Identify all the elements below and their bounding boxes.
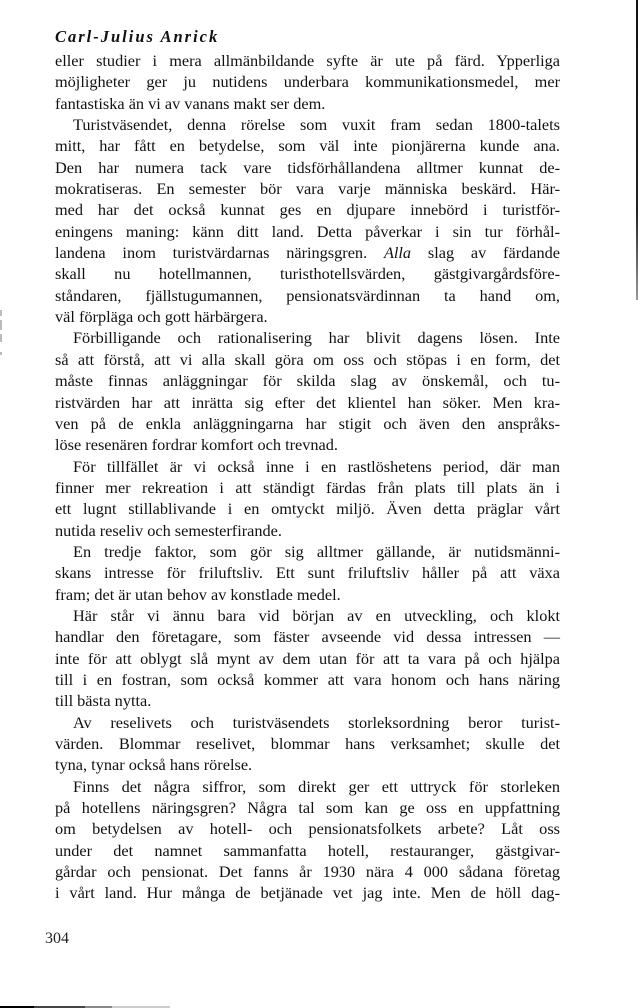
- text-line: En tredje faktor, som gör sig alltmer gällande, är nutidsmänni-: [73, 541, 560, 561]
- text-line: ett lugnt stillablivande i en omtyckt miljö. Även detta präglar vårt: [55, 499, 560, 519]
- text-line: mokratiseras. En semester bör vara varje människa beskärd. Här-: [55, 179, 560, 199]
- body-text: [55, 50, 560, 904]
- text-line: skans intresse för friluftsliv. Ett sunt friluftsliv håller på att växa: [55, 563, 560, 583]
- text-line: eningens maning: känn ditt land. Detta påverkar i sin tur förhål-: [55, 221, 560, 241]
- text-line: fram; det är utan behov av konstlade medel.: [55, 584, 341, 604]
- text-line: om betydelsen av hotell- och pensionatsfolkets arbete? Låt oss: [55, 819, 560, 839]
- text-line: fantastiska än vi av vanans makt ser dem.: [55, 93, 326, 113]
- text-line: på hotellens näringsgren? Några tal som kan ge oss en uppfattning: [55, 798, 560, 818]
- emphasized-word: Alla: [383, 243, 412, 263]
- text-line: Den har numera tack vare tidsförhållandena alltmer kunnat de-: [55, 157, 560, 177]
- text-line: [55, 242, 560, 263]
- text-line: ståndaren, fjällstugumannen, pensionatsvärdinnan ta hand om,: [55, 285, 560, 305]
- text-line: i vårt land. Hur många de betjänade vet jag inte. Men de höll dag-: [55, 883, 560, 903]
- text-line: möjligheter ger ju nutidens underbara kommunikationsmedel, mer: [55, 72, 560, 92]
- text-line: Finns det några siffror, som direkt ger ett uttryck för storleken: [73, 776, 560, 796]
- text-line: gårdar och pensionat. Det fanns år 1930 nära 4 000 sådana företag: [55, 862, 560, 882]
- text-line: handlar den företagare, som fäster avseende vid dessa intressen —: [55, 627, 560, 647]
- text-line: till i en fostran, som också kommer att vara honom och hans näring: [55, 669, 560, 689]
- text-line: mitt, har fått en betydelse, som väl inte pionjärerna kunde ana.: [55, 136, 560, 156]
- text-line: inte för att oblygt slå mynt av dem utan för att ta vara på och hjälpa: [55, 648, 560, 668]
- text-line: ristvärden har att inrätta sig efter det klientel han söker. Men kra-: [55, 392, 560, 412]
- text-line: nutida reseliv och semesterfirande.: [55, 520, 282, 540]
- text-line: så att förstå, att vi alla skall göra om oss och stöpas i en form, det: [55, 349, 560, 369]
- text-line: skall nu hotellmannen, turisthotellsvärden, gästgivargårdsföre-: [55, 264, 560, 284]
- text-segment: slag av färdande: [411, 243, 560, 263]
- text-line: eller studier i mera allmänbildande syfte är ute på färd. Ypperliga: [55, 51, 560, 70]
- running-head-author: Carl-Julius Anrick: [55, 27, 220, 46]
- text-line: För tillfället är vi också inne i en rastlöshetens period, där man: [73, 456, 560, 476]
- text-line: väl förpläga och gott härbärgera.: [55, 307, 268, 327]
- text-line: med har det också kunnat ges en djupare innebörd i turistför-: [55, 200, 560, 220]
- text-line: värden. Blommar reselivet, blommar hans verksamhet; skulle det: [55, 734, 560, 753]
- page-number: 304: [45, 930, 69, 947]
- text-line: till bästa nytta.: [55, 691, 152, 711]
- text-line: tyna, tynar också hans rörelse.: [55, 755, 253, 775]
- text-line: Turistväsendet, denna rörelse som vuxit fram sedan 1800-talets: [73, 115, 560, 135]
- page-edge-shadow: [636, 0, 638, 300]
- text-line: måste finnas anläggningar för skilda slag av önskemål, och tu-: [55, 371, 560, 391]
- text-line: under det namnet sammanfatta hotell, restauranger, gästgivar-: [55, 840, 560, 860]
- scan-artifact-marks: [0, 310, 2, 380]
- text-line: löse resenären fordrar komfort och trevnad.: [55, 435, 338, 455]
- text-line: Av reselivets och turistväsendets storleksordning beror turist-: [73, 712, 560, 732]
- text-line: finner mer rekreation i att ständigt färdas från plats till plats än i: [55, 477, 560, 497]
- text-segment: landena inom turistvärdarnas näringsgren.: [55, 243, 384, 263]
- text-line: ven på de enkla anläggningarna har stigit och även den anspråks-: [55, 413, 560, 433]
- text-line: Här står vi ännu bara vid början av en utveckling, och klokt: [73, 605, 560, 625]
- text-line: Förbilligande och rationalisering har blivit dagens lösen. Inte: [73, 328, 560, 348]
